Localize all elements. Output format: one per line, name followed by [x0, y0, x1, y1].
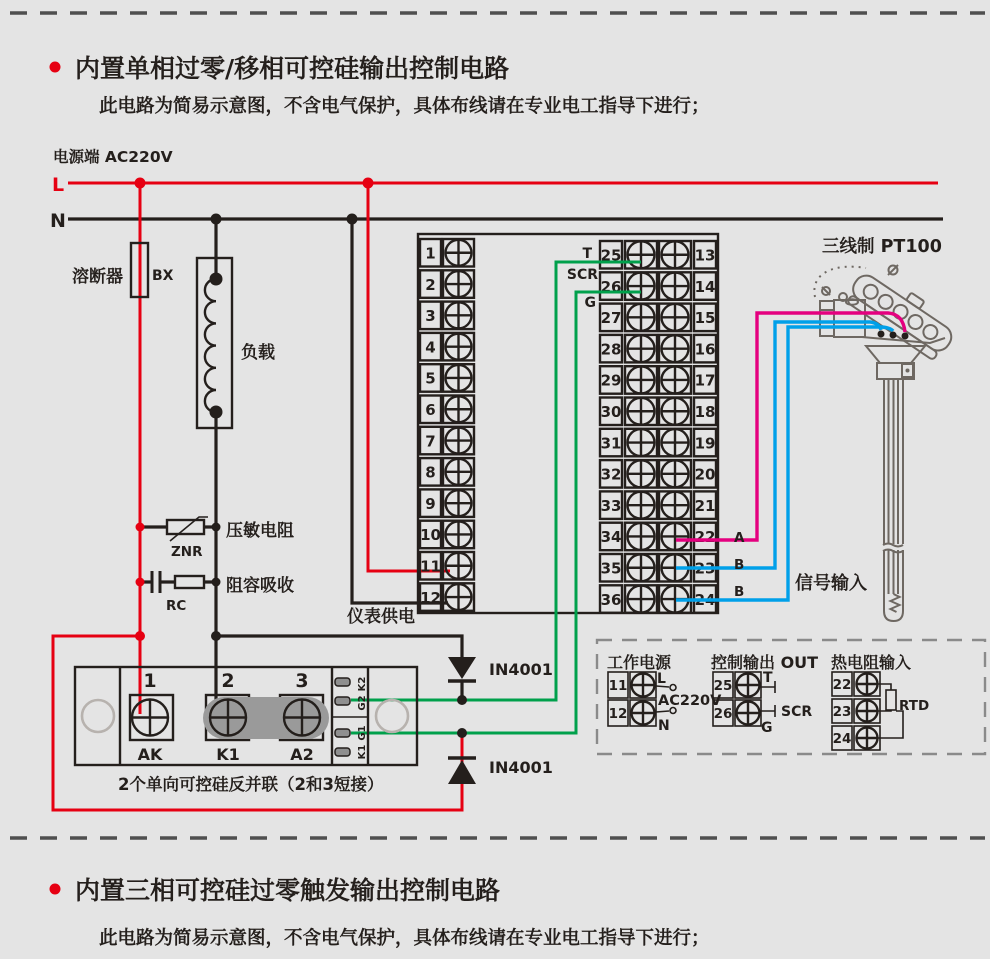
sensor-probe	[884, 379, 903, 611]
legend-l-contact-icon	[670, 685, 676, 691]
scr-terminal-k1: K1	[216, 745, 240, 764]
line-n-label: N	[50, 210, 66, 232]
section2-subtitle: 此电路为简易示意图，不含电气保护，具体布线请在专业电工指导下进行；	[99, 928, 710, 949]
pad-label-k1: K1	[357, 744, 368, 760]
terminal-number: 34	[600, 528, 622, 547]
diode1-label: IN4001	[489, 660, 553, 679]
pad-g2	[335, 697, 350, 705]
legend-power-title: 工作电源	[607, 653, 672, 672]
fuse	[72, 243, 174, 297]
mounting-hole-left	[82, 700, 114, 732]
scr-num-3: 3	[295, 670, 309, 692]
wire-b2-label: B	[734, 584, 745, 600]
terminal-number: 8	[425, 463, 436, 482]
scr-num-2: 2	[221, 670, 235, 692]
terminal-number: 33	[600, 496, 622, 515]
varistor-code: ZNR	[171, 544, 203, 560]
terminal-column-left	[420, 239, 474, 611]
rtd-element-icon	[891, 594, 900, 612]
section1-title: 内置单相过零/移相可控硅输出控制电路	[75, 54, 510, 83]
legend-power-terminals	[608, 672, 656, 726]
inductor-coil	[205, 279, 216, 412]
scr-num-1: 1	[143, 670, 157, 692]
section2-title: 内置三相可控硅过零触发输出控制电路	[75, 876, 501, 905]
legend-rtd-terminals	[832, 672, 880, 750]
pad-k2	[335, 678, 350, 686]
wire-b1-label: B	[734, 557, 745, 573]
diode2-label: IN4001	[489, 758, 553, 777]
legend-n-label: N	[658, 718, 670, 734]
terminal-number: 11	[420, 557, 441, 576]
pt100-title: 三线制 PT100	[822, 237, 942, 257]
wire-a-label: A	[734, 530, 745, 546]
load	[197, 258, 275, 428]
legend-scr-label: SCR	[781, 704, 813, 720]
mounting-hole-right	[376, 700, 408, 732]
terminal-number: 16	[694, 340, 716, 359]
load-label: 负载	[241, 343, 275, 363]
terminal-number: 5	[425, 369, 436, 388]
fuse-code: BX	[152, 268, 174, 284]
bullet-icon	[50, 884, 61, 895]
varistor-label: 压敏电阻	[226, 521, 294, 541]
signal-input-label: 信号输入	[795, 573, 867, 594]
terminal-number: 17	[694, 371, 716, 390]
diode2	[448, 758, 553, 784]
terminal-number: 22	[694, 528, 716, 547]
bullet-icon	[50, 62, 61, 73]
section1-heading	[50, 54, 710, 117]
terminal-number: 31	[600, 434, 622, 453]
scr-terminal-ak: AK	[137, 745, 163, 764]
terminal-number: 13	[694, 246, 716, 265]
pad-label-g1: G1	[357, 725, 368, 741]
terminal-number: 26	[713, 706, 733, 722]
hex-nut-icon	[820, 301, 834, 336]
terminal-g-label: G	[584, 295, 596, 311]
capacitor-icon	[152, 571, 160, 593]
terminal-number: 29	[600, 371, 622, 390]
power-source-label: 电源端 AC220V	[53, 148, 173, 166]
terminal-number: 36	[600, 590, 622, 609]
terminal-number: 12	[608, 706, 628, 722]
terminal-number: 24	[694, 590, 716, 609]
legend-g-label: G	[761, 720, 773, 736]
legend-box	[597, 640, 985, 754]
terminal-number: 18	[694, 403, 716, 421]
terminal-number: 4	[425, 338, 436, 357]
terminal-number: 26	[600, 277, 622, 296]
snubber-label: 阻容吸收	[226, 576, 294, 596]
terminal-number: 3	[425, 307, 436, 326]
terminal-number: 28	[600, 340, 622, 359]
terminal-number: 11	[608, 678, 628, 694]
legend-rtd-label: RTD	[899, 698, 930, 714]
probe-tip	[884, 611, 903, 621]
scr-module	[75, 667, 417, 794]
terminal-number: 21	[694, 496, 716, 515]
terminal-number: 12	[420, 588, 441, 607]
legend-rtd-title: 热电阻输入	[831, 653, 912, 672]
terminal-number: 35	[600, 559, 622, 578]
terminal-number: 23	[832, 704, 852, 720]
pad-label-k2: K2	[357, 676, 368, 692]
pad-k1	[335, 748, 350, 756]
terminal-number: 9	[425, 494, 436, 513]
scr-terminal-a2: A2	[290, 745, 314, 764]
legend-voltage-label: AC220V	[658, 693, 722, 709]
diode1-feed-wire	[216, 636, 462, 657]
terminal-number: 23	[694, 559, 716, 578]
gate-wire-t	[351, 262, 641, 700]
meter-supply-l-wire	[368, 183, 450, 571]
snubber-code: RC	[166, 598, 187, 614]
terminal-number: 25	[713, 678, 733, 694]
terminal-number: 2	[425, 275, 436, 294]
pad-label-g2: G2	[357, 695, 368, 711]
pt100-sensor	[814, 236, 961, 621]
section2-heading	[50, 876, 710, 949]
pad-g1	[335, 729, 350, 737]
terminal-number: 1	[425, 244, 436, 263]
terminal-number: 20	[694, 465, 716, 484]
terminal-number: 19	[694, 434, 716, 453]
terminal-number: 14	[694, 277, 716, 296]
terminal-number: 30	[600, 403, 622, 421]
legend-t-label: T	[763, 670, 773, 686]
diode1	[448, 657, 553, 681]
terminal-number: 32	[600, 465, 622, 484]
terminal-scr-label: SCR	[566, 267, 598, 283]
legend-l-label: L	[657, 671, 666, 687]
scr-caption: 2个单向可控硅反并联（2和3短接）	[118, 775, 384, 794]
terminal-number: 25	[600, 246, 622, 265]
terminal-t-label: T	[582, 246, 592, 262]
terminal-number: 15	[694, 309, 716, 328]
terminal-number: 6	[425, 401, 436, 419]
meter-supply-label: 仪表供电	[347, 607, 415, 627]
terminal-number: 27	[600, 309, 622, 328]
line-l-label: L	[52, 174, 65, 196]
terminal-number: 10	[420, 526, 441, 545]
legend-rtd-resistor-icon	[886, 690, 896, 710]
terminal-number: 22	[832, 677, 852, 693]
fuse-label: 溶断器	[72, 267, 123, 287]
terminal-number: 7	[425, 432, 436, 451]
terminal-column-right	[600, 241, 716, 613]
legend-output-title: 控制输出 OUT	[711, 653, 819, 672]
section1-subtitle: 此电路为简易示意图，不含电气保护，具体布线请在专业电工指导下进行；	[99, 96, 710, 117]
terminal-number: 24	[832, 731, 852, 747]
